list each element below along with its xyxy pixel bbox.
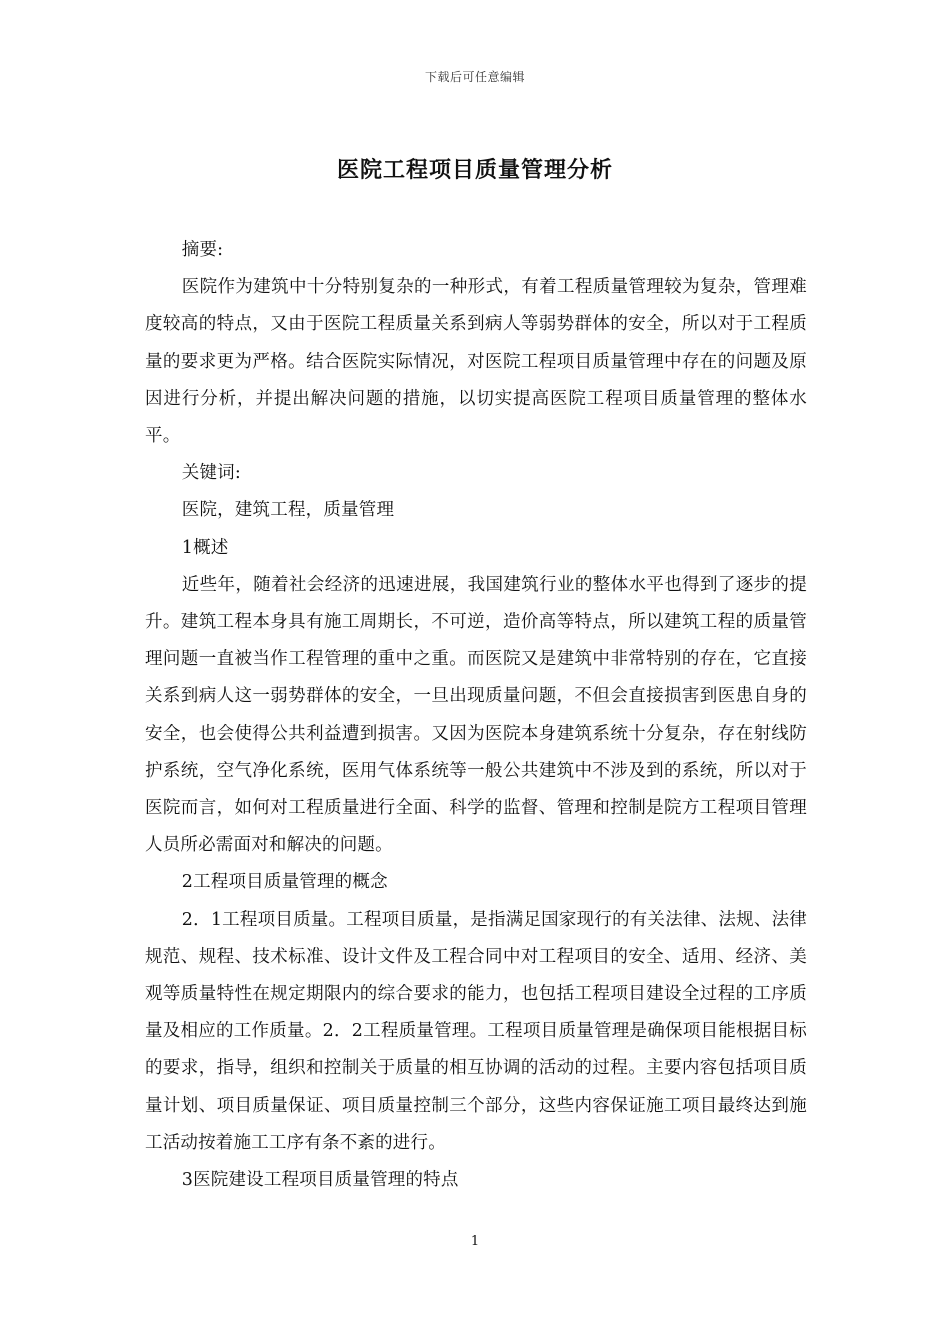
- section-heading-characteristics: 3医院建设工程项目质量管理的特点: [181, 1170, 459, 1191]
- keywords-list: 医院，建筑工程，质量管理: [181, 500, 395, 521]
- concept-paragraph: 2．1工程项目质量。工程项目质量，是指满足国家现行的有关法律、法规、法律规范、规程、技术标准、设计文件及工程合同中对工程项目的安全、适用、经济、美观等质量特性在规定期限内的综合要求的能力，也包括工程项目建设全过程的工序质量及相应的工作质量。2．2工程质量管理。工程项目质量管理是确保项目能根据目标的要求，指导，组织和控制关于质量的相互协调的活动的过程。主要内容包括项目质量计划、项目质量保证、项目质量控制三个部分，这些内容保证施工项目最终达到施工活动按着施工工序有条不紊的进行。: [145, 909, 807, 1153]
- overview-paragraph: 近些年，随着社会经济的迅速进展，我国建筑行业的整体水平也得到了逐步的提升。建筑工程本身具有施工周期长，不可逆，造价高等特点，所以建筑工程的质量管理问题一直被当作工程管理的重中之重。而医院又是建筑中非常特别的存在，它直接关系到病人这一弱势群体的安全，一旦出现质量问题，不但会直接损害到医患自身的安全，也会使得公共利益遭到损害。又因为医院本身建筑系统十分复杂，存在射线防护系统，空气净化系统，医用气体系统等一般公共建筑中不涉及到的系统，所以对于医院而言，如何对工程质量进行全面、科学的监督、管理和控制是院方工程项目管理人员所必需面对和解决的问题。: [145, 574, 807, 856]
- keywords-heading: 关键词:: [181, 463, 241, 484]
- section-heading-overview: 1概述: [181, 537, 229, 558]
- document-body: [145, 232, 807, 1199]
- page-header-note: 下载后可任意编辑: [424, 70, 525, 84]
- section-heading-concept: 2工程项目质量管理的概念: [181, 872, 388, 893]
- document-title: 医院工程项目质量管理分析: [336, 157, 613, 183]
- abstract-heading: 摘要:: [181, 240, 224, 260]
- abstract-paragraph: 医院作为建筑中十分特别复杂的一种形式，有着工程质量管理较为复杂，管理难度较高的特点，又由于医院工程质量关系到病人等弱势群体的安全，所以对于工程质量的要求更为严格。结合医院实际情况，对医院工程项目质量管理中存在的问题及原因进行分析，并提出解决问题的措施，以切实提高医院工程项目质量管理的整体水平。: [145, 277, 807, 447]
- page-number: 1: [470, 1234, 480, 1249]
